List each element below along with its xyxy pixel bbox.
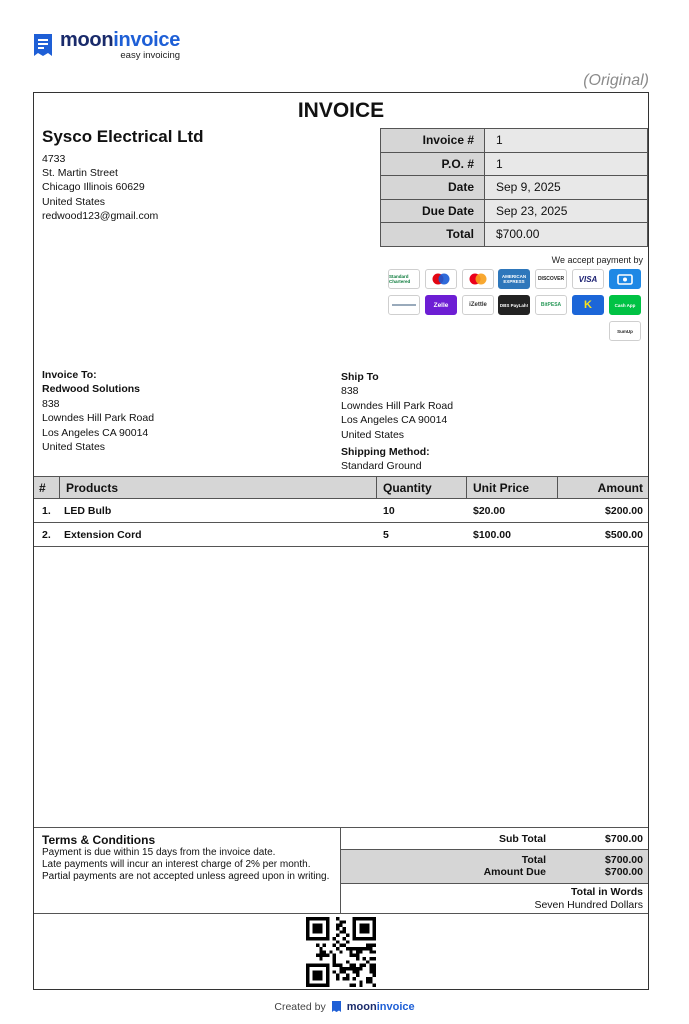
bill-to-line: Los Angeles CA 90014 xyxy=(42,426,149,439)
ship-to-line: United States xyxy=(341,428,405,441)
maestro-icon xyxy=(425,269,457,289)
cashapp-icon: Cash App xyxy=(609,295,641,315)
amount-due-value: $700.00 xyxy=(605,866,643,878)
item-quantity: 5 xyxy=(383,529,389,541)
footer xyxy=(0,1000,689,1013)
column-number: # xyxy=(39,481,46,495)
company-address-line: 4733 xyxy=(42,153,66,165)
terms-line: Partial payments are not accepted unless agreed upon in writing. xyxy=(42,871,330,882)
column-products: Products xyxy=(66,481,119,495)
item-number: 2. xyxy=(42,529,51,541)
paylah-icon: DBS PayLah! xyxy=(498,295,530,315)
company-address xyxy=(42,152,158,223)
subtotal-value: $700.00 xyxy=(605,833,643,845)
section-divider xyxy=(34,913,648,914)
bill-to-name: Redwood Solutions xyxy=(42,383,140,396)
ship-to-line: 838 xyxy=(341,385,359,398)
column-amount: Amount xyxy=(597,481,643,495)
item-product: LED Bulb xyxy=(64,505,112,517)
item-unit-price: $20.00 xyxy=(473,505,506,517)
klarna-icon: K xyxy=(572,295,604,315)
izettle-icon: iZettle xyxy=(462,295,494,315)
item-quantity: 10 xyxy=(383,505,395,517)
meta-row-invoice-number: Invoice # 1 xyxy=(381,129,648,153)
company-name: Sysco Electrical Ltd xyxy=(42,127,204,146)
terms-line: Late payments will incur an interest charge of 2% per month. xyxy=(42,859,311,870)
meta-row-due-date: Due Date Sep 23, 2025 xyxy=(381,199,648,223)
item-number: 1. xyxy=(42,505,51,517)
column-divider xyxy=(59,477,60,499)
table-row xyxy=(34,524,648,547)
amount-due-label: Amount Due xyxy=(483,866,546,878)
column-divider xyxy=(376,477,377,499)
standard-chartered-icon: Standard Chartered xyxy=(388,269,420,289)
bill-to-line: United States xyxy=(42,441,106,454)
bill-to-line: 838 xyxy=(42,397,60,410)
discover-icon: DISCOVER xyxy=(535,269,567,289)
company-email: redwood123@gmail.com xyxy=(42,209,159,222)
subtotal-label: Sub Total xyxy=(498,833,546,845)
amount-due-row xyxy=(341,850,648,884)
barclays-icon xyxy=(388,295,420,315)
column-quantity: Quantity xyxy=(383,481,432,495)
brand-logo xyxy=(32,30,180,61)
footer-brand: mooninvoice xyxy=(346,1000,415,1013)
shipping-method-label: Shipping Method: xyxy=(341,446,430,459)
item-amount: $500.00 xyxy=(605,529,643,541)
amount-due-values xyxy=(605,854,643,878)
column-divider xyxy=(557,477,558,499)
meta-row-total: Total $700.00 xyxy=(381,223,648,247)
meta-row-po-number: P.O. # 1 xyxy=(381,152,648,176)
company-address-line: United States xyxy=(42,195,106,208)
total-in-words-label: Total in Words xyxy=(571,886,643,898)
table-row xyxy=(34,500,648,523)
item-unit-price: $100.00 xyxy=(473,529,511,541)
visa-icon: VISA xyxy=(572,269,604,289)
item-amount: $200.00 xyxy=(605,505,643,517)
bill-to-line: Lowndes Hill Park Road xyxy=(42,412,155,425)
items-table-header xyxy=(34,476,648,499)
ship-to-line: Los Angeles CA 90014 xyxy=(341,414,448,427)
payment-heading: We accept payment by xyxy=(551,255,643,265)
created-by-label: Created by xyxy=(274,1000,326,1013)
company-address-line: Chicago Illinois 60629 xyxy=(42,181,145,194)
bill-to-heading: Invoice To: xyxy=(42,369,97,381)
invoice-title: INVOICE xyxy=(297,99,385,122)
amount-due-labels xyxy=(484,854,546,878)
bank-card-icon xyxy=(609,269,641,289)
item-product: Extension Cord xyxy=(64,529,142,541)
terms-section xyxy=(42,834,334,883)
original-watermark: (Original) xyxy=(583,72,649,89)
ship-to-section xyxy=(341,370,453,474)
shipping-method-value: Standard Ground xyxy=(341,460,422,473)
brand-name: mooninvoice xyxy=(60,29,181,51)
total-in-words-value: Seven Hundred Dollars xyxy=(534,899,643,911)
column-unit-price: Unit Price xyxy=(473,481,530,495)
qr-code-icon xyxy=(306,917,376,987)
amex-icon: AMERICAN EXPRESS xyxy=(498,269,530,289)
company-address-line: St. Martin Street xyxy=(42,167,118,180)
terms-line: Payment is due within 15 days from the invoice date. xyxy=(42,847,276,858)
ship-to-heading: Ship To xyxy=(341,371,379,383)
total-in-words-row xyxy=(341,884,648,913)
total-label: Total xyxy=(521,854,546,866)
invoice-logo-icon xyxy=(331,1000,342,1013)
terms-title: Terms & Conditions xyxy=(42,833,156,847)
meta-row-date: Date Sep 9, 2025 xyxy=(381,176,648,200)
ship-to-line: Lowndes Hill Park Road xyxy=(341,399,454,412)
sumup-icon: SumUp xyxy=(609,321,641,341)
total-value: $700.00 xyxy=(605,854,643,866)
invoice-document xyxy=(33,92,649,990)
invoice-logo-icon xyxy=(32,32,54,58)
mastercard-icon xyxy=(462,269,494,289)
bitpesa-icon: BitPESA xyxy=(535,295,567,315)
brand-tagline: easy invoicing xyxy=(120,50,181,61)
column-divider xyxy=(466,477,467,499)
zelle-icon: Zelle xyxy=(425,295,457,315)
invoice-meta-table xyxy=(380,128,648,247)
subtotal-row xyxy=(341,828,648,850)
bill-to-section xyxy=(42,368,154,454)
